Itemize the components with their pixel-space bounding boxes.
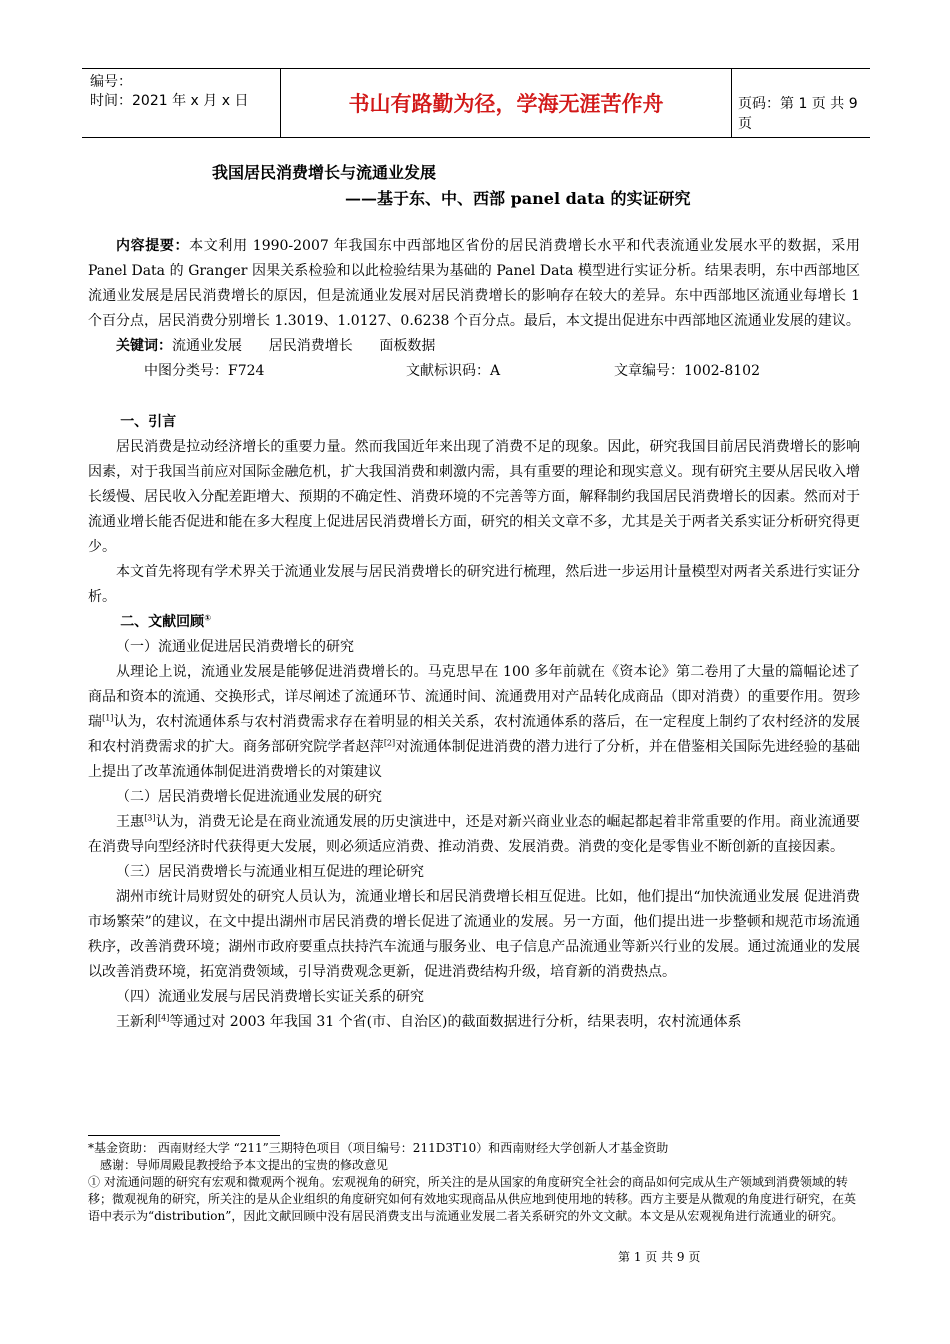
citation-1: [1] <box>102 713 114 723</box>
subsection-1-title: （一）流通业促进居民消费增长的研究 <box>116 639 354 655</box>
classification-row <box>88 359 860 384</box>
footnotes <box>88 1140 860 1225</box>
footnote-1: ① 对流通问题的研究有宏观和微观两个视角。宏观视角的研究，所关注的是从国家的角度研究全社会的商品如何完成从生产领域到消费领域的转移；微观视角的研究，所关注的是从企业组织的角度研究如何有效地实现商品从供应地到使用地的转移。西方主要是从微观的角度进行研究，在英语中表示为“distribution”，因此文献回顾中没有居民消费支出与流通业发展二者关系研究的外文文献。本文是从宏观视角进行流通业的研究。 <box>88 1175 857 1223</box>
keywords-label: 关键词： <box>116 338 172 354</box>
abstract <box>88 234 860 334</box>
header-meta <box>90 73 280 111</box>
text-run: 认为，农村流通体系与农村消费需求存在着明显的相关关系，农村流通体系的落后，在一定程度上制约了农村经济的发展和农村消费需求的扩大。商务部研究院学者赵萍 <box>88 714 861 755</box>
footnote-marker: ① <box>204 613 211 623</box>
paper-body <box>88 234 860 1035</box>
header-number: 编号： <box>90 74 132 90</box>
footnote-fund: *基金资助： 西南财经大学 “211”三期特色项目（项目编号：211D3T10）和西南财经大学创新人才基金资助 <box>88 1141 669 1155</box>
paper-subtitle: ——基于东、中、西部 panel data 的实证研究 <box>345 189 691 208</box>
header-motto: 书山有路勤为径，学海无涯苦作舟 <box>280 69 732 137</box>
text-run: 对流通体制促进消费的潜力进行了分析，并在借鉴相关国际先进经验的基础上提出了改革流通体制促进消费增长的对策建议 <box>88 739 861 780</box>
subsection-4-para <box>88 1010 860 1035</box>
text-run: 等通过对 2003 年我国 31 个省(市、自治区)的截面数据进行分析，结果表明，农村流通体系 <box>169 1014 742 1030</box>
footnote-separator <box>88 1135 280 1136</box>
footnote-thanks: 感谢：导师周殿昆教授给予本文提出的宝贵的修改意见 <box>100 1158 389 1172</box>
subsection-1-para <box>88 660 860 785</box>
citation-3: [3] <box>144 813 156 823</box>
clc-code: 中图分类号：F724 <box>144 363 265 379</box>
section-1-para-1: 居民消费是拉动经济增长的重要力量。然而我国近年来出现了消费不足的现象。因此，研究我国目前居民消费增长的影响因素，对于我国当前应对国际金融危机，扩大我国消费和刺激内需，具有重要的理论和现实意义。现有研究主要从居民收入增长缓慢、居民收入分配差距增大、预期的不确定性、消费环境的不完善等方面，解释制约我国居民消费增长的因素。然而对于流通业增长能否促进和能在多大程度上促进居民消费增长方面，研究的相关文章不多，尤其是关于两者关系实证分析研究得更少。 <box>88 439 860 555</box>
page-footer: 第 1 页 共 9 页 <box>618 1250 701 1264</box>
header-page-info: 页码：第 1 页 共 9 页 <box>738 96 858 132</box>
abstract-label: 内容提要： <box>116 238 190 254</box>
section-2-title <box>88 610 860 635</box>
subsection-4-title: （四）流通业发展与居民消费增长实证关系的研究 <box>116 989 424 1005</box>
keywords <box>88 334 860 359</box>
doc-code: 文献标识码：A <box>406 363 501 379</box>
text-run: 认为，消费无论是在商业流通发展的历史演进中，还是对新兴商业业态的崛起都起着非常重要的作用。商业流通要在消费导向型经济时代获得更大发展，则必须适应消费、推动消费、发展消费。消费的变化是零售业不断创新的直接因素。 <box>88 814 861 855</box>
page-header <box>82 68 870 138</box>
abstract-text: 本文利用 1990-2007 年我国东中西部地区省份的居民消费增长水平和代表流通业发展水平的数据，采用 Panel Data 的 Granger 因果关系检验和以此检验结果为基础的 Panel Data 模型进行实证分析。结果表明，东中西部地区流通业发展是居民消费增长的原因，但是流通业发展对居民消费增长的影响存在较大的差异。东中西部地区流通业每增长 1 个百分点，居民消费分别增长 1.3019、1.0127、0.6238 个百分点。最后，本文提出促进东中西部地区流通业发展的建议。 <box>88 238 861 329</box>
paper-title: 我国居民消费增长与流通业发展 <box>212 163 437 182</box>
text-run: 王惠 <box>116 814 145 830</box>
subsection-2-title: （二）居民消费增长促进流通业发展的研究 <box>116 789 382 805</box>
section-1-para-2: 本文首先将现有学术界关于流通业发展与居民消费增长的研究进行梳理，然后进一步运用计量模型对两者关系进行实证分析。 <box>88 564 860 605</box>
subsection-3-title: （三）居民消费增长与流通业相互促进的理论研究 <box>116 864 424 880</box>
keywords-text: 流通业发展 居民消费增长 面板数据 <box>172 338 436 354</box>
citation-2: [2] <box>383 738 396 748</box>
section-1-title: 一、引言 <box>120 414 177 430</box>
text-run: 从理论上说，流通业发展是能够促进消费增长的。马克思早在 100 多年前就在《资本论》第二卷用了大量的篇幅论述了商品和资本的流通、交换形式，详尽阐述了流通环节、流通时间、流通费用对产品转化成商品（即对消费）的重要作用。贺珍瑞 <box>88 664 860 730</box>
header-time: 时间：2021 年 x 月 x 日 <box>90 93 249 109</box>
citation-4: [4] <box>158 1013 170 1023</box>
section-2-title-text: 二、文献回顾 <box>120 614 205 630</box>
subsection-2-para <box>88 810 860 860</box>
text-run: 王新利 <box>116 1014 158 1030</box>
subsection-3-para: 湖州市统计局财贸处的研究人员认为，流通业增长和居民消费增长相互促进。比如，他们提出“加快流通业发展 促进消费市场繁荣”的建议，在文中提出湖州市居民消费的增长促进了流通业的发展。另一方面，他们提出进一步整顿和规范市场流通秩序，改善消费环境；湖州市政府要重点扶持汽车流通与服务业、电子信息产品流通业等新兴行业的发展。通过流通业的发展以改善消费环境，拓宽消费领域，引导消费观念更新，促进消费结构升级，培育新的消费热点。 <box>88 889 860 980</box>
article-number: 文章编号：1002-8102 <box>614 363 760 379</box>
